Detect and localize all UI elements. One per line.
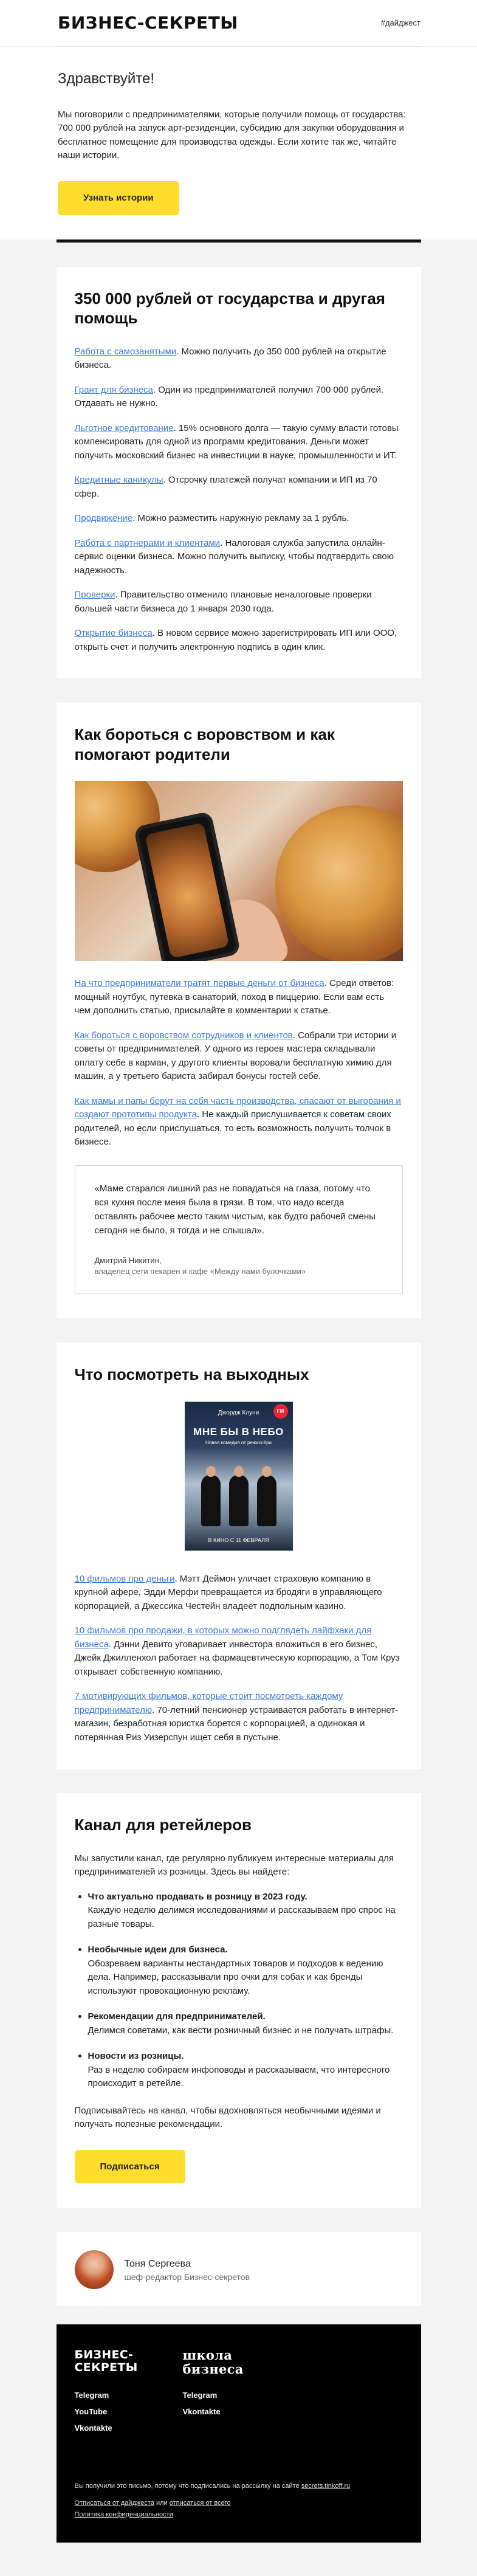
- retail-item-text: Раз в неделю собираем инфоповоды и рассказываем, что интересного происходит в ретейле.: [88, 2064, 390, 2089]
- support-link[interactable]: Кредитные каникулы: [74, 475, 163, 486]
- theft-text: . Не каждый прислушивается к советам своих родителей, но если прислушаться, то есть возможность получить толчок в бизнесе.: [74, 1109, 391, 1148]
- phone-screen: [145, 822, 229, 959]
- support-link[interactable]: Работа с самозанятыми: [74, 346, 177, 357]
- support-section-wrap: [0, 243, 477, 703]
- support-item: [75, 512, 403, 526]
- support-text: . Можно разместить наружную рекламу за 1 рубль.: [132, 513, 349, 524]
- author-section-wrap: [0, 2232, 477, 2324]
- theft-link[interactable]: Как мамы и папы берут на себя часть производства, спасают от выгорания и создают прототипы продукта: [74, 1095, 401, 1120]
- theft-card: [57, 703, 421, 1318]
- weekend-link[interactable]: 10 фильмов про деньги: [74, 1573, 175, 1584]
- support-item: [75, 345, 403, 373]
- quote-box: [75, 1165, 403, 1295]
- stories-button[interactable]: Узнать истории: [58, 181, 179, 215]
- weekend-text: . Дэнни Девито уговаривает инвестора вложиться в его бизнес, Джейк Джилленхол работает на фармацевтическую корпорацию, а Том Круз открывает собственную компанию.: [74, 1639, 400, 1677]
- poster-person: [257, 1475, 276, 1526]
- footer-col-school: [183, 2349, 256, 2439]
- footer-site-link[interactable]: secrets.tinkoff.ru: [301, 2482, 351, 2490]
- quote-text: «Маме старался лишний раз не попадаться на глаза, потому что вся кухня после меня была в грязи. В том, что надо всегда оставлять рабочее место таким чистым, как будто рабочей смены сегодня не было, я тогда и не слышал».: [94, 1183, 376, 1236]
- retail-title: Канал для ретейлеров: [74, 1816, 252, 1834]
- footer-col-secrets: [75, 2349, 148, 2439]
- movie-poster[interactable]: [185, 1402, 293, 1551]
- support-link[interactable]: Льготное кредитование: [74, 422, 174, 433]
- pizza-phone-image[interactable]: [75, 781, 403, 961]
- retail-item-title: Рекомендации для предпринимателей.: [88, 2011, 266, 2022]
- footer-note-text: Вы получили это письмо, потому что подписались на рассылку на сайте: [74, 2482, 301, 2490]
- support-text: . Один из предпринимателей получил 700 000 рублей. Отдавать не нужно.: [74, 384, 384, 409]
- poster-people: [197, 1469, 281, 1526]
- footer-note: [75, 2482, 403, 2492]
- poster-release: В КИНО С 11 ФЕВРАЛЯ: [208, 1537, 269, 1543]
- support-card: [57, 267, 421, 679]
- theft-item: [75, 1029, 403, 1084]
- pizza-image-part: [275, 805, 403, 961]
- email-footer: [57, 2324, 421, 2542]
- footer-unsubscribe-row: [75, 2499, 403, 2509]
- greeting-text: Мы поговорили с предпринимателями, которые получили помощь от государства: 700 000 рублей на запуск арт-резиденции, субсидию для закупки оборудования и бесплатное помещение для производства одежды. Если хотите так же, читайте наши истории.: [58, 109, 406, 161]
- author-name: Тоня Сергеева: [124, 2258, 191, 2269]
- support-text: . Правительство отменило плановые неналоговые проверки большей части бизнеса до 1 января 2030 года.: [74, 590, 372, 614]
- retail-item-title: Новости из розницы.: [88, 2051, 184, 2062]
- support-item: [75, 588, 403, 616]
- support-text: . Налоговая служба запустила онлайн-сервис оценки бизнеса. Можно получить выписку, чтобы подтвердить свою надежность.: [74, 537, 394, 576]
- email-header: [0, 0, 477, 46]
- author-info: [125, 2257, 250, 2283]
- retail-item-text: Каждую неделю делимся исследованиями и рассказываем про спрос на разные товары.: [88, 1905, 396, 1929]
- support-title: 350 000 рублей от государства и другая помощь: [74, 289, 385, 328]
- weekend-link[interactable]: 7 мотивирующих фильмов, которые стоит посмотреть каждому предпринимателю: [74, 1691, 343, 1715]
- footer-logo-line: школа: [182, 2347, 233, 2363]
- poster-person: [229, 1475, 249, 1526]
- support-item: [75, 537, 403, 578]
- theft-title: Как бороться с воровством и как помогают родители: [74, 725, 335, 763]
- poster-actor: Джордж Клуни: [218, 1409, 259, 1416]
- support-text: . В новом сервисе можно зарегистрировать ИП или ООО, открыть счет и получить электронную подпись в один клик.: [74, 628, 397, 652]
- theft-text: . Собрали три истории и советы от предпринимателей. У одного из героев мастера складывали оплату себе в карман, у другого клиенты воровали бесплатную химию для машин, а у третьего бариста забирал бонусы гостей себе.: [74, 1030, 397, 1082]
- footer-school-vkontakte-link[interactable]: Vkontakte: [182, 2407, 221, 2417]
- theft-item: [75, 1095, 403, 1149]
- poster-person: [201, 1475, 221, 1526]
- weekend-text: . 70-летний пенсионер устраивается работать в интернет-магазин, безработная юристка борется с корпорацией, а одинокая и потерянная Риз Уизерспун ищет себя в пустыне.: [74, 1704, 399, 1743]
- retail-outro: Подписывайтесь на канал, чтобы вдохновляться необычными идеями и получать полезные рекомендации.: [74, 2105, 381, 2130]
- footer-logo-line: бизнеса: [182, 2361, 244, 2377]
- footer-links: [75, 2499, 403, 2520]
- privacy-policy-link[interactable]: Политика конфиденциальности: [74, 2510, 173, 2518]
- retail-item-title: Что актуально продавать в розницу в 2023 году.: [88, 1891, 307, 1902]
- weekend-link[interactable]: 10 фильмов про продажи, в которых можно подглядеть лайфхаки для бизнеса: [74, 1625, 372, 1650]
- footer-youtube-link[interactable]: YouTube: [74, 2407, 108, 2417]
- weekend-text: . Мэтт Деймон уличает страховую компанию в крупной афере, Эдди Мерфи превращается из бродяги в управляющего корпорацией, а Джессика Честейн владеет подпольным казино.: [74, 1573, 382, 1611]
- greeting-title: Здравствуйте!: [58, 71, 155, 87]
- support-link[interactable]: Открытие бизнеса: [74, 628, 153, 639]
- support-item: [75, 384, 403, 411]
- theft-link[interactable]: На что предприниматели тратят первые деньги от бизнеса: [74, 978, 324, 989]
- support-link[interactable]: Грант для бизнеса: [74, 384, 153, 395]
- support-text: . Отсрочку платежей получат компании и ИП из 70 сфер.: [74, 475, 377, 499]
- retail-list-item: [75, 1890, 403, 1932]
- weekend-item: [75, 1624, 403, 1679]
- footer-logo-line: СЕКРЕТЫ: [74, 2361, 138, 2375]
- footer-columns: [75, 2349, 403, 2439]
- digest-tag: #дайджест: [380, 18, 420, 27]
- phone-image-part: [133, 811, 241, 961]
- greeting-section: [0, 47, 477, 239]
- retail-intro: Мы запустили канал, где регулярно публикуем интересные материалы для предпринимателей из розницы. Здесь вы найдете:: [74, 1853, 394, 1878]
- footer-secrets-logo[interactable]: [75, 2349, 148, 2375]
- quote-author: Дмитрий Никитин,: [94, 1255, 162, 1265]
- footer-vkontakte-link[interactable]: Vkontakte: [74, 2423, 112, 2433]
- brand-logo[interactable]: БИЗНЕС-СЕКРЕТЫ: [58, 12, 238, 33]
- weekend-item: [75, 1690, 403, 1744]
- subscribe-button[interactable]: Подписаться: [75, 2150, 185, 2184]
- author-block: [57, 2232, 421, 2306]
- weekend-card: [57, 1343, 421, 1769]
- theft-link[interactable]: Как бороться с воровством сотрудников и клиентов: [74, 1030, 293, 1041]
- support-item: [75, 422, 403, 463]
- poster-subtitle: Новая комедия от режиссёра: [205, 1439, 272, 1445]
- weekend-section-wrap: [0, 1343, 477, 1793]
- retail-list-item: [75, 2050, 403, 2091]
- footer-or-text: или: [154, 2499, 170, 2507]
- footer-telegram-link[interactable]: Telegram: [74, 2391, 109, 2400]
- retail-section-wrap: [0, 1793, 477, 2232]
- support-item: [75, 627, 403, 654]
- support-link[interactable]: Работа с партнерами и клиентами: [74, 537, 221, 548]
- support-text: . 15% основного долга — такую сумму власти готовы компенсировать для одной из программ кредитования. Деньги может получить московский бизнес на инвестиции в науке, промышленности и ИТ.: [74, 422, 399, 461]
- retail-item-title: Необычные идеи для бизнеса.: [88, 1944, 228, 1955]
- theft-section-wrap: [0, 703, 477, 1343]
- support-link[interactable]: Проверки: [74, 590, 115, 601]
- retail-card: [57, 1793, 421, 2208]
- support-text: . Можно получить до 350 000 рублей на открытие бизнеса.: [74, 346, 386, 371]
- support-item: [75, 474, 403, 501]
- retail-list: [75, 1890, 403, 2091]
- support-list: [75, 345, 403, 655]
- weekend-item: [75, 1572, 403, 1614]
- footer-logo-line: БИЗНЕС-: [74, 2348, 134, 2362]
- retail-item-text: Обозреваем варианты нестандартных товаров и подходов к ведению дела. Например, рассказывали про очки для собак и как бренды используют провокационную рекламу.: [88, 1958, 383, 1996]
- author-role: шеф-редактор Бизнес-секретов: [124, 2271, 250, 2282]
- theft-item: [75, 977, 403, 1018]
- quote-role: владелец сети пекарен и кафе «Между нами булочками»: [94, 1267, 306, 1276]
- retail-item-text: Делимся советами, как вести розничный бизнес и не получать штрафы.: [88, 2025, 394, 2036]
- weekend-title: Что посмотреть на выходных: [74, 1365, 309, 1384]
- poster-badge: FM: [273, 1404, 288, 1419]
- theft-text: . Среди ответов: мощный ноутбук, путевка в санаторий, поход в пиццерию. Если вам есть чем дополнить статью, присылайте в комментарии к статье.: [74, 978, 394, 1016]
- retail-list-item: [75, 2010, 403, 2037]
- footer-school-telegram-link[interactable]: Telegram: [182, 2391, 218, 2400]
- unsubscribe-all-link[interactable]: отписаться от всего: [169, 2499, 231, 2507]
- unsubscribe-digest-link[interactable]: Отписаться от дайджеста: [74, 2499, 154, 2507]
- footer-school-logo[interactable]: [183, 2349, 256, 2375]
- poster-title: МНЕ БЫ В НЕБО: [193, 1425, 284, 1438]
- support-link[interactable]: Продвижение: [74, 513, 133, 524]
- retail-list-item: [75, 1943, 403, 1998]
- avatar: [75, 2250, 114, 2289]
